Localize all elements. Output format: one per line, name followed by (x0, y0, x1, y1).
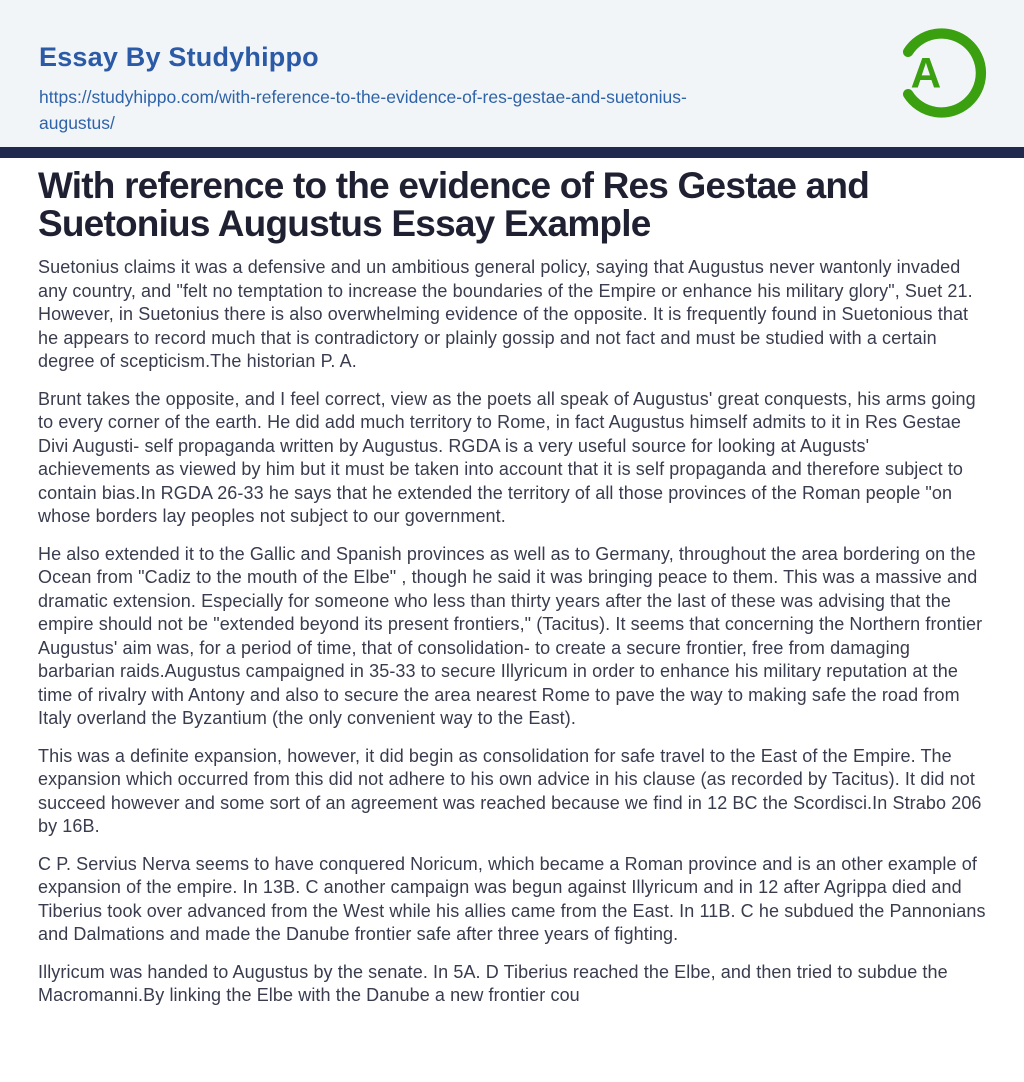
essay-paragraph: This was a definite expansion, however, it did begin as consolidation for safe travel to the East of the Empire. The expansion which occurred from this did not adhere to his own advice in his clause (as recorded by Tacitus). It did not succeed however and some sort of an agreement was reached because we find in 12 BC the Scordisci.In Strabo 206 by 16B. (38, 745, 982, 836)
essay-paragraph: Suetonius claims it was a defensive and un ambitious general policy, saying that Augustus never wantonly invaded any country, and "felt no temptation to increase the boundaries of the Empire or enhance his military glory", Suet 21. However, in Suetonius there is also overwhelming evidence of the opposite. It is frequently found in Suetonious that he appears to record much that is contradictory or plainly gossip and not fact and must be studied with a certain degree of scepticism.The historian P. A. (38, 257, 973, 371)
essay-paragraph: Illyricum was handed to Augustus by the senate. In 5A. D Tiberius reached the Elbe, and then tried to subdue the Macromanni.By linking the Elbe with the Danube a new frontier cou (38, 961, 948, 1005)
site-title: Essay By Studyhippo (39, 42, 319, 72)
logo-arc-icon (894, 26, 988, 120)
essay-paragraph: He also extended it to the Gallic and Spanish provinces as well as to Germany, throughout the area bordering on the Ocean from "Cadiz to the mouth of the Elbe" , though he said it was bringing peace to them. This was a massive and dramatic extension. Especially for someone who less than thirty years after the last of these was advising that the empire should not be "extended beyond its present frontiers," (Tacitus). It seems that concerning the Northern frontier Augustus' aim was, for a period of time, that of consolidation- to create a secure frontier, free from damaging barbarian raids.Augustus campaigned in 35-33 to secure Illyricum in order to enhance his military reputation at the time of rivalry with Antony and also to secure the area nearest Rome to pave the way to making safe the road from Italy overland the Byzantium (the only convenient way to the East). (38, 543, 983, 728)
logo-letter: A (910, 49, 942, 97)
essay-url-link[interactable]: https://studyhippo.com/with-reference-to-the-evidence-of-res-gestae-and-suetonius-augustus/ (39, 87, 687, 133)
studyhippo-logo (894, 26, 988, 120)
header-divider-bar (0, 147, 1024, 158)
page-header (0, 0, 1024, 147)
essay-title: With reference to the evidence of Res Gestae and Suetonius Augustus Essay Example (38, 165, 870, 244)
essay-paragraph: C P. Servius Nerva seems to have conquered Noricum, which became a Roman province and is an other example of expansion of the empire. In 13B. C another campaign was begun against Illyricum and in 12 after Agrippa died and Tiberius took over advanced from the West while his allies came from the East. In 11B. C he subdued the Pannonians and Dalmations and made the Danube frontier safe after three years of fighting. (38, 853, 986, 944)
essay-paragraph: Brunt takes the opposite, and I feel correct, view as the poets all speak of Augustus' great conquests, his arms going to every corner of the earth. He did add much territory to Rome, in fact Augustus himself admits to it in Res Gestae Divi Augusti- self propaganda written by Augustus. RGDA is a very useful source for looking at Augusts' achievements as viewed by him but it must be taken into account that it is self propaganda and therefore subject to contain bias.In RGDA 26-33 he says that he extended the territory of all those provinces of the Roman people "on whose borders lay peoples not subject to our government. (38, 388, 976, 526)
essay-content (0, 167, 1024, 1008)
